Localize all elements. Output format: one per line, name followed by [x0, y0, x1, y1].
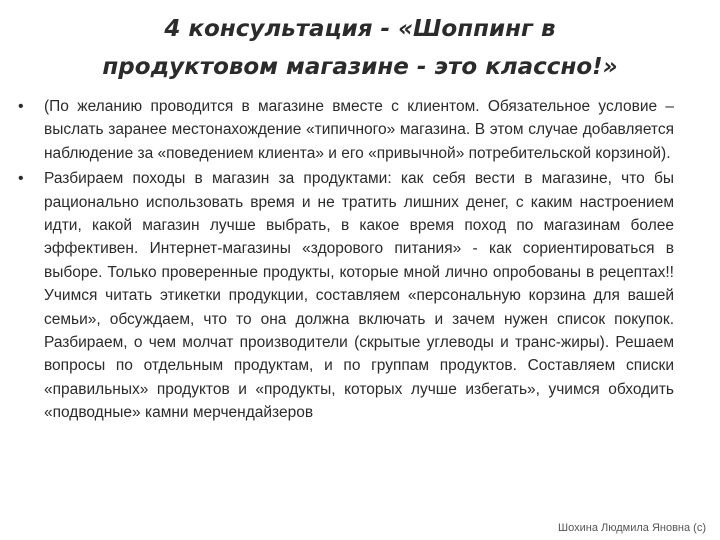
bullet-item-1	[18, 95, 674, 165]
bullet-dot-icon: •	[18, 98, 24, 115]
bullet-text-2: Разбираем походы в магазин за продуктами: как себя вести в магазине, что бы рационально использовать время и не тратить лишних денег, с каким настроением идти, какой магазин лучше выбрать, в какое время поход по магазинам более эффективен. Интернет-магазины «здорового питания» - как сориентироваться в выборе. Только проверенные продукты, которые мной лично опробованы в рецептах!! Учимся читать этикетки продукции, составляем «персональную корзина для вашей семьи», обсуждаем, что то она должна включать и зачем нужен список покупок. Разбираем, о чем молчат производители (скрытые углеводы и транс-жиры). Решаем вопросы по отдельным продуктам, и по группам продуктов. Составляем списки «правильных» продуктов и «продукты, которых лучше избегать», учимся обходить «подводные» камни мерчендайзеров	[44, 170, 674, 422]
bullet-text-1: (По желанию проводится в магазине вместе с клиентом. Обязательное условие – выслать заранее местонахождение «типичного» магазина. В этом случае добавляется наблюдение за «поведением клиента» и его «привычной» потребительской корзиной).	[44, 98, 674, 162]
bullet-dot-icon: •	[18, 170, 24, 188]
slide-title-line-1: 4 консультация - «Шоппинг в	[164, 16, 556, 42]
slide-title-line-2: продуктовом магазине - это классно!»	[102, 54, 618, 80]
slide-title	[40, 10, 680, 86]
author-credit: Шохина Людмила Яновна (с)	[558, 522, 706, 534]
bullet-list	[18, 95, 674, 427]
bullet-item-2	[18, 167, 674, 424]
